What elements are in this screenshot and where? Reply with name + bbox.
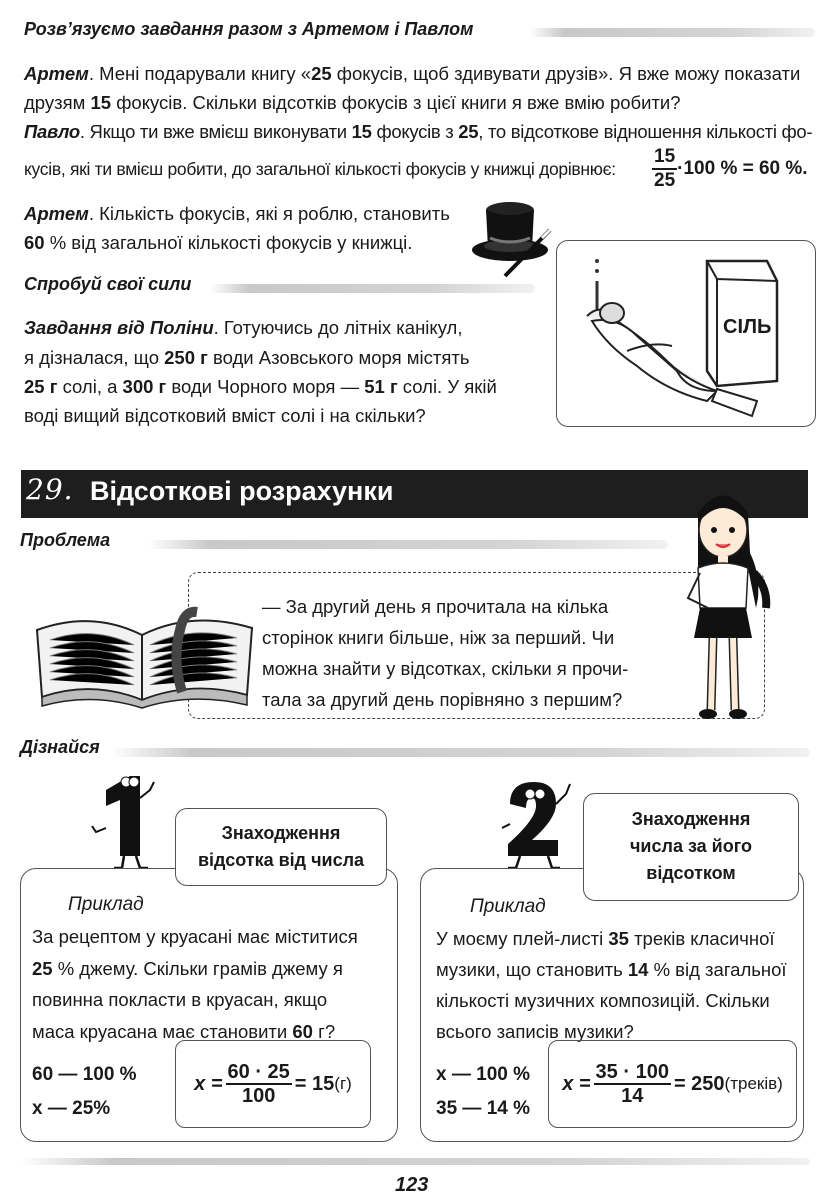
num: 60 [24, 232, 45, 253]
salt-box-label: СІЛЬ [723, 316, 772, 338]
text: . Мені подарували книгу « [88, 63, 312, 84]
speech-text [262, 591, 650, 715]
text: . Кількість фокусів, які я роблю, становить [88, 203, 450, 224]
num: 14 [627, 959, 649, 980]
formula-unit: (треків) [724, 1074, 783, 1093]
section-title-learn: Дізнайся [20, 737, 100, 757]
task-line-4 [24, 401, 426, 432]
denominator: 14 [621, 1085, 644, 1107]
digit-one-glyph: 1 [88, 755, 97, 772]
page-number: 123 [395, 1174, 429, 1196]
chapter-number: 29. [26, 473, 74, 506]
open-book-illustration [32, 600, 257, 710]
line [436, 985, 787, 1016]
diver-illustration-frame [556, 240, 816, 427]
paragraph-artem-1 [24, 59, 824, 88]
paragraph-artem-2 [24, 199, 450, 228]
task-line-2 [24, 343, 469, 374]
text: кусів, які ти вмієш робити, до загальної кількості фокусів у книжці дорівнює: [24, 159, 616, 179]
section-title-problem: Проблема [20, 530, 111, 550]
num: 25 [32, 957, 53, 979]
digit-two-glyph: 2 [496, 761, 505, 778]
proportion-line: 60 — 100 % [32, 1064, 137, 1085]
num: 25 г [24, 376, 58, 397]
title-streak [110, 748, 810, 757]
digit-two-character-icon [496, 761, 581, 874]
formula-fraction [594, 1061, 671, 1107]
text: воді вищий відсотковий вміст солі і на скільки? [24, 405, 426, 426]
num: 35 [608, 928, 629, 949]
left-example-label: Приклад [68, 894, 144, 915]
text: % від загальної [648, 959, 787, 980]
task-line-3 [24, 372, 497, 403]
left-card-title [175, 808, 387, 886]
title-line: відсотком [646, 863, 736, 883]
text: маса круасана має становити [32, 1020, 293, 1042]
paragraph-artem-2b [24, 228, 412, 257]
text: фокусів. Скільки відсотків фокусів з цієї книги я вже вмію робити? [111, 92, 681, 113]
left-proportion [32, 1058, 137, 1126]
formula-result: = 15 [294, 1072, 335, 1095]
proportion-line: x — 100 % [436, 1064, 530, 1085]
fraction [652, 146, 677, 192]
text: води Азовського моря містять [207, 347, 470, 368]
num: 250 г [164, 347, 208, 368]
paragraph-pavlo-b [24, 155, 616, 184]
num: 300 г [122, 376, 167, 397]
text: , то відсоткове відношення кількості фо- [478, 121, 813, 142]
task-author: Завдання від Поліни [24, 317, 214, 338]
proportion-line: x — 25% [32, 1098, 111, 1119]
text: фокусів, щоб здивувати друзів». Я вже можу показати [331, 63, 801, 84]
right-proportion [436, 1058, 530, 1126]
paragraph-artem-1b [24, 88, 824, 117]
text: У моєму плей-листі [436, 928, 609, 949]
chapter-title: Відсоткові розрахунки [90, 476, 394, 506]
text: солі, а [57, 376, 123, 397]
right-card-title [583, 793, 799, 901]
text: фокусів з [371, 121, 459, 142]
speaker-pavlo: Павло [24, 121, 80, 142]
title-streak [148, 540, 668, 549]
formula-result: = 250 [673, 1072, 725, 1095]
num: 51 г [364, 376, 398, 397]
title-line: Знаходження [221, 823, 341, 843]
text: музики, що становить [436, 959, 628, 980]
speech-line: можна знайти у відсотках, скільки я прочи- [262, 658, 629, 679]
section-title-try: Спробуй свої сили [24, 274, 192, 294]
num: 25 [311, 63, 332, 84]
text: треків класичної [628, 928, 775, 949]
text: г? [312, 1020, 336, 1042]
speech-line: — За другий день я прочитала на кілька [262, 596, 609, 617]
text: я дізналася, що [24, 347, 165, 368]
formula-unit: (г) [334, 1074, 352, 1093]
text: повинна покласти в круасан, якщо [32, 989, 328, 1010]
numerator: 60 · 25 [227, 1061, 290, 1083]
speaker-artem: Артем [24, 63, 89, 84]
right-example-label: Приклад [470, 896, 546, 917]
line [32, 984, 358, 1016]
girl-illustration [668, 478, 778, 728]
text: кількості музичних композицій. Скільки [436, 990, 770, 1011]
num: 25 [458, 121, 479, 142]
footer-streak [20, 1158, 810, 1165]
title-streak [210, 284, 535, 293]
text: солі. У якій [397, 376, 497, 397]
section-title-solve-together: Розв’язуємо завдання разом з Артемом і Павлом [24, 19, 474, 39]
digit-one-character-icon [88, 755, 168, 873]
speech-line: тала за другий день порівняно з першим? [262, 689, 623, 710]
speech-line: сторінок книги більше, ніж за перший. Чи [262, 627, 615, 648]
right-formula-box [548, 1040, 797, 1128]
line [32, 921, 358, 953]
text: води Чорного моря — [166, 376, 365, 397]
text: % від загальної кількості фокусів у книжці. [44, 232, 413, 253]
num: 15 [90, 92, 112, 113]
title-line: Знаходження [631, 809, 751, 829]
diver-illustration [557, 241, 815, 426]
top-hat-illustration [470, 188, 560, 278]
right-example-text [436, 923, 787, 1047]
title-line: відсотка від числа [197, 850, 365, 870]
paragraph-pavlo [24, 117, 829, 146]
fraction-tail: ·100 % = 60 %. [677, 158, 808, 179]
text: % джему. Скільки грамів джему я [52, 957, 343, 979]
numerator: 35 · 100 [595, 1061, 669, 1083]
text: . Якщо ти вже вмієш виконувати [79, 121, 352, 142]
title-streak [530, 28, 815, 37]
line [32, 953, 358, 985]
line [436, 954, 787, 985]
left-example-text [32, 921, 358, 1047]
text: За рецептом у круасані має міститися [32, 926, 358, 947]
num: 60 [292, 1020, 313, 1042]
denominator: 100 [241, 1085, 276, 1107]
text: всього записів музики? [436, 1021, 634, 1042]
formula-fraction [226, 1061, 292, 1107]
percent-fraction-expression [652, 146, 808, 192]
text: . Готуючись до літніх канікул, [213, 317, 463, 338]
speaker-artem: Артем [24, 203, 89, 224]
text: друзям [24, 92, 91, 113]
formula-var: x = [562, 1072, 591, 1095]
numerator: 15 [652, 146, 677, 170]
denominator: 25 [654, 170, 676, 191]
num: 15 [351, 121, 372, 142]
left-formula-box [175, 1040, 371, 1128]
title-line: числа за його [629, 836, 752, 856]
formula-var: x = [194, 1072, 223, 1095]
line [436, 923, 787, 954]
task-line-1 [24, 313, 462, 344]
proportion-line: 35 — 14 % [436, 1098, 530, 1119]
